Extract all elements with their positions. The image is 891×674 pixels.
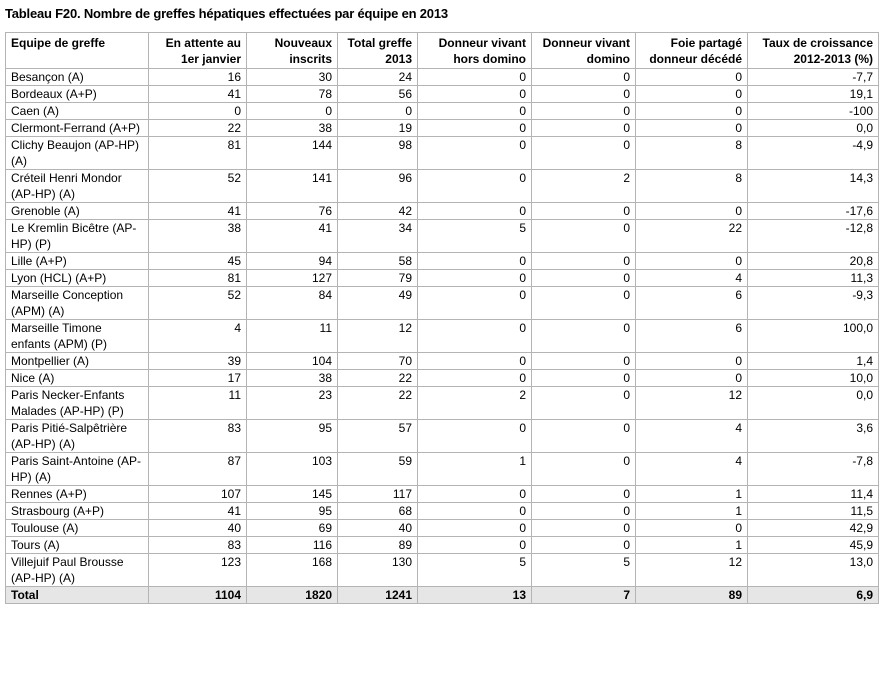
cell-living-donor-non-domino: 0 (418, 170, 532, 203)
cell-growth-rate: 20,8 (748, 253, 879, 270)
cell-split-liver: 4 (636, 453, 748, 486)
cell-split-liver: 1 (636, 537, 748, 554)
cell-split-liver: 0 (636, 370, 748, 387)
table-row (6, 554, 879, 587)
cell-living-donor-non-domino: 0 (418, 103, 532, 120)
cell-new-registrations: 94 (247, 253, 338, 270)
table-body (6, 69, 879, 604)
cell-waiting: 41 (149, 203, 247, 220)
cell-team: Paris Necker-Enfants Malades (AP-HP) (P) (6, 387, 149, 420)
table-row (6, 253, 879, 270)
cell-living-donor-non-domino: 0 (418, 69, 532, 86)
cell-living-donor-domino: 0 (532, 103, 636, 120)
cell-new-registrations: 41 (247, 220, 338, 253)
cell-living-donor-domino: 0 (532, 220, 636, 253)
cell-waiting: 41 (149, 86, 247, 103)
cell-split-liver: 0 (636, 86, 748, 103)
cell-new-registrations: 95 (247, 503, 338, 520)
cell-living-donor-domino: 0 (532, 486, 636, 503)
cell-split-liver: 12 (636, 387, 748, 420)
cell-living-donor-domino: 0 (532, 287, 636, 320)
cell-waiting: 107 (149, 486, 247, 503)
cell-total-transplants: 59 (338, 453, 418, 486)
cell-new-registrations: 30 (247, 69, 338, 86)
cell-new-registrations: 76 (247, 203, 338, 220)
cell-split-liver: 0 (636, 253, 748, 270)
cell-growth-rate: -12,8 (748, 220, 879, 253)
cell-team: Montpellier (A) (6, 353, 149, 370)
table-row (6, 120, 879, 137)
cell-waiting: 22 (149, 120, 247, 137)
cell-total-transplants: 79 (338, 270, 418, 287)
cell-total-transplants: 98 (338, 137, 418, 170)
cell-team: Lille (A+P) (6, 253, 149, 270)
cell-total-transplants: 58 (338, 253, 418, 270)
cell-waiting: 81 (149, 137, 247, 170)
cell-team: Strasbourg (A+P) (6, 503, 149, 520)
cell-split-liver: 0 (636, 520, 748, 537)
table-row (6, 220, 879, 253)
header-living-donor-domino: Donneur vivant domino (532, 33, 636, 69)
table-row (6, 387, 879, 420)
cell-total-transplants: 56 (338, 86, 418, 103)
cell-team: Toulouse (A) (6, 520, 149, 537)
table-row (6, 537, 879, 554)
cell-living-donor-domino: 0 (532, 69, 636, 86)
cell-total-transplants: 0 (338, 103, 418, 120)
table-row (6, 520, 879, 537)
cell-living-donor-non-domino: 0 (418, 520, 532, 537)
cell-total-transplants: 117 (338, 486, 418, 503)
cell-living-donor-non-domino: 0 (418, 320, 532, 353)
cell-growth-rate: -4,9 (748, 137, 879, 170)
total-growth-rate: 6,9 (748, 587, 879, 604)
cell-split-liver: 22 (636, 220, 748, 253)
header-total-transplants: Total greffe 2013 (338, 33, 418, 69)
cell-waiting: 11 (149, 387, 247, 420)
cell-team: Grenoble (A) (6, 203, 149, 220)
table-title (5, 6, 448, 21)
cell-team: Tours (A) (6, 537, 149, 554)
cell-new-registrations: 168 (247, 554, 338, 587)
cell-total-transplants: 42 (338, 203, 418, 220)
cell-total-transplants: 89 (338, 537, 418, 554)
cell-waiting: 38 (149, 220, 247, 253)
table-row (6, 503, 879, 520)
cell-living-donor-domino: 0 (532, 270, 636, 287)
table-title-text: Nombre de greffes hépatiques effectuées par équipe en 2013 (83, 6, 448, 21)
total-waiting: 1104 (149, 587, 247, 604)
table-row (6, 453, 879, 486)
cell-team: Besançon (A) (6, 69, 149, 86)
cell-total-transplants: 22 (338, 387, 418, 420)
cell-growth-rate: 13,0 (748, 554, 879, 587)
cell-living-donor-domino: 0 (532, 137, 636, 170)
cell-living-donor-non-domino: 0 (418, 503, 532, 520)
cell-split-liver: 0 (636, 69, 748, 86)
total-team: Total (6, 587, 149, 604)
table-row (6, 287, 879, 320)
cell-living-donor-domino: 0 (532, 203, 636, 220)
cell-living-donor-non-domino: 0 (418, 353, 532, 370)
header-split-liver: Foie partagé donneur décédé (636, 33, 748, 69)
cell-living-donor-domino: 0 (532, 253, 636, 270)
table-row (6, 103, 879, 120)
cell-split-liver: 12 (636, 554, 748, 587)
cell-waiting: 87 (149, 453, 247, 486)
cell-growth-rate: 45,9 (748, 537, 879, 554)
cell-new-registrations: 84 (247, 287, 338, 320)
cell-new-registrations: 144 (247, 137, 338, 170)
cell-waiting: 41 (149, 503, 247, 520)
cell-living-donor-non-domino: 0 (418, 287, 532, 320)
cell-split-liver: 1 (636, 486, 748, 503)
cell-team: Rennes (A+P) (6, 486, 149, 503)
cell-living-donor-non-domino: 0 (418, 86, 532, 103)
cell-new-registrations: 38 (247, 370, 338, 387)
header-growth-rate: Taux de croissance 2012-2013 (%) (748, 33, 879, 69)
cell-split-liver: 0 (636, 353, 748, 370)
cell-split-liver: 4 (636, 270, 748, 287)
table-row (6, 86, 879, 103)
cell-growth-rate: 1,4 (748, 353, 879, 370)
total-living-donor-non-domino: 13 (418, 587, 532, 604)
cell-living-donor-domino: 0 (532, 420, 636, 453)
table-row (6, 353, 879, 370)
cell-waiting: 4 (149, 320, 247, 353)
cell-team: Paris Pitié-Salpêtrière (AP-HP) (A) (6, 420, 149, 453)
cell-team: Le Kremlin Bicêtre (AP-HP) (P) (6, 220, 149, 253)
table-row (6, 203, 879, 220)
cell-split-liver: 0 (636, 120, 748, 137)
cell-living-donor-domino: 0 (532, 503, 636, 520)
cell-growth-rate: 0,0 (748, 387, 879, 420)
cell-split-liver: 8 (636, 170, 748, 203)
cell-waiting: 0 (149, 103, 247, 120)
table-row (6, 420, 879, 453)
cell-waiting: 17 (149, 370, 247, 387)
cell-living-donor-non-domino: 1 (418, 453, 532, 486)
cell-growth-rate: 14,3 (748, 170, 879, 203)
cell-growth-rate: 19,1 (748, 86, 879, 103)
cell-new-registrations: 116 (247, 537, 338, 554)
total-living-donor-domino: 7 (532, 587, 636, 604)
cell-total-transplants: 49 (338, 287, 418, 320)
cell-total-transplants: 68 (338, 503, 418, 520)
cell-living-donor-domino: 0 (532, 453, 636, 486)
cell-waiting: 40 (149, 520, 247, 537)
cell-team: Nice (A) (6, 370, 149, 387)
cell-total-transplants: 130 (338, 554, 418, 587)
cell-new-registrations: 145 (247, 486, 338, 503)
cell-team: Clichy Beaujon (AP-HP) (A) (6, 137, 149, 170)
cell-waiting: 83 (149, 420, 247, 453)
cell-new-registrations: 78 (247, 86, 338, 103)
cell-growth-rate: -100 (748, 103, 879, 120)
cell-team: Villejuif Paul Brousse (AP-HP) (A) (6, 554, 149, 587)
cell-growth-rate: 11,4 (748, 486, 879, 503)
total-row (6, 587, 879, 604)
table-row (6, 170, 879, 203)
cell-living-donor-non-domino: 0 (418, 486, 532, 503)
cell-living-donor-non-domino: 0 (418, 537, 532, 554)
cell-living-donor-domino: 5 (532, 554, 636, 587)
cell-team: Marseille Timone enfants (APM) (P) (6, 320, 149, 353)
cell-living-donor-domino: 0 (532, 120, 636, 137)
cell-growth-rate: 3,6 (748, 420, 879, 453)
table-row (6, 486, 879, 503)
cell-growth-rate: 42,9 (748, 520, 879, 537)
cell-split-liver: 0 (636, 203, 748, 220)
cell-living-donor-domino: 0 (532, 370, 636, 387)
cell-growth-rate: -9,3 (748, 287, 879, 320)
cell-new-registrations: 0 (247, 103, 338, 120)
cell-living-donor-non-domino: 5 (418, 220, 532, 253)
cell-living-donor-domino: 0 (532, 86, 636, 103)
table-row (6, 69, 879, 86)
cell-total-transplants: 19 (338, 120, 418, 137)
table-row (6, 320, 879, 353)
header-waiting: En attente au 1er janvier (149, 33, 247, 69)
header-row (6, 33, 879, 69)
cell-growth-rate: -17,6 (748, 203, 879, 220)
cell-new-registrations: 141 (247, 170, 338, 203)
cell-waiting: 81 (149, 270, 247, 287)
cell-team: Bordeaux (A+P) (6, 86, 149, 103)
cell-living-donor-domino: 2 (532, 170, 636, 203)
cell-total-transplants: 34 (338, 220, 418, 253)
cell-living-donor-domino: 0 (532, 353, 636, 370)
cell-living-donor-domino: 0 (532, 520, 636, 537)
table-title-label: Tableau F20. (5, 6, 81, 21)
cell-split-liver: 8 (636, 137, 748, 170)
cell-new-registrations: 104 (247, 353, 338, 370)
cell-growth-rate: -7,7 (748, 69, 879, 86)
cell-living-donor-non-domino: 0 (418, 270, 532, 287)
cell-living-donor-domino: 0 (532, 387, 636, 420)
cell-growth-rate: 11,3 (748, 270, 879, 287)
cell-living-donor-non-domino: 0 (418, 137, 532, 170)
cell-waiting: 123 (149, 554, 247, 587)
cell-living-donor-non-domino: 0 (418, 253, 532, 270)
cell-growth-rate: -7,8 (748, 453, 879, 486)
header-living-donor-non-domino: Donneur vivant hors domino (418, 33, 532, 69)
cell-waiting: 52 (149, 170, 247, 203)
cell-waiting: 52 (149, 287, 247, 320)
cell-new-registrations: 103 (247, 453, 338, 486)
cell-team: Marseille Conception (APM) (A) (6, 287, 149, 320)
total-total-transplants: 1241 (338, 587, 418, 604)
cell-split-liver: 6 (636, 320, 748, 353)
cell-split-liver: 4 (636, 420, 748, 453)
cell-living-donor-domino: 0 (532, 537, 636, 554)
cell-waiting: 45 (149, 253, 247, 270)
cell-waiting: 39 (149, 353, 247, 370)
cell-total-transplants: 40 (338, 520, 418, 537)
cell-growth-rate: 0,0 (748, 120, 879, 137)
cell-total-transplants: 22 (338, 370, 418, 387)
cell-new-registrations: 23 (247, 387, 338, 420)
cell-new-registrations: 127 (247, 270, 338, 287)
liver-transplant-table (5, 32, 879, 604)
cell-team: Lyon (HCL) (A+P) (6, 270, 149, 287)
table-row (6, 137, 879, 170)
cell-total-transplants: 70 (338, 353, 418, 370)
cell-new-registrations: 11 (247, 320, 338, 353)
cell-team: Caen (A) (6, 103, 149, 120)
cell-team: Clermont-Ferrand (A+P) (6, 120, 149, 137)
cell-new-registrations: 69 (247, 520, 338, 537)
cell-living-donor-non-domino: 5 (418, 554, 532, 587)
cell-waiting: 16 (149, 69, 247, 86)
cell-living-donor-non-domino: 0 (418, 420, 532, 453)
cell-total-transplants: 24 (338, 69, 418, 86)
table-row (6, 270, 879, 287)
cell-split-liver: 6 (636, 287, 748, 320)
cell-total-transplants: 57 (338, 420, 418, 453)
total-new-registrations: 1820 (247, 587, 338, 604)
cell-living-donor-non-domino: 0 (418, 203, 532, 220)
header-team: Equipe de greffe (6, 33, 149, 69)
cell-split-liver: 1 (636, 503, 748, 520)
cell-waiting: 83 (149, 537, 247, 554)
cell-growth-rate: 11,5 (748, 503, 879, 520)
cell-living-donor-non-domino: 2 (418, 387, 532, 420)
header-new-registrations: Nouveaux inscrits (247, 33, 338, 69)
cell-living-donor-domino: 0 (532, 320, 636, 353)
cell-new-registrations: 38 (247, 120, 338, 137)
cell-total-transplants: 12 (338, 320, 418, 353)
cell-living-donor-non-domino: 0 (418, 120, 532, 137)
cell-growth-rate: 100,0 (748, 320, 879, 353)
total-split-liver: 89 (636, 587, 748, 604)
cell-split-liver: 0 (636, 103, 748, 120)
cell-team: Créteil Henri Mondor (AP-HP) (A) (6, 170, 149, 203)
cell-total-transplants: 96 (338, 170, 418, 203)
cell-living-donor-non-domino: 0 (418, 370, 532, 387)
cell-new-registrations: 95 (247, 420, 338, 453)
cell-team: Paris Saint-Antoine (AP-HP) (A) (6, 453, 149, 486)
table-row (6, 370, 879, 387)
cell-growth-rate: 10,0 (748, 370, 879, 387)
